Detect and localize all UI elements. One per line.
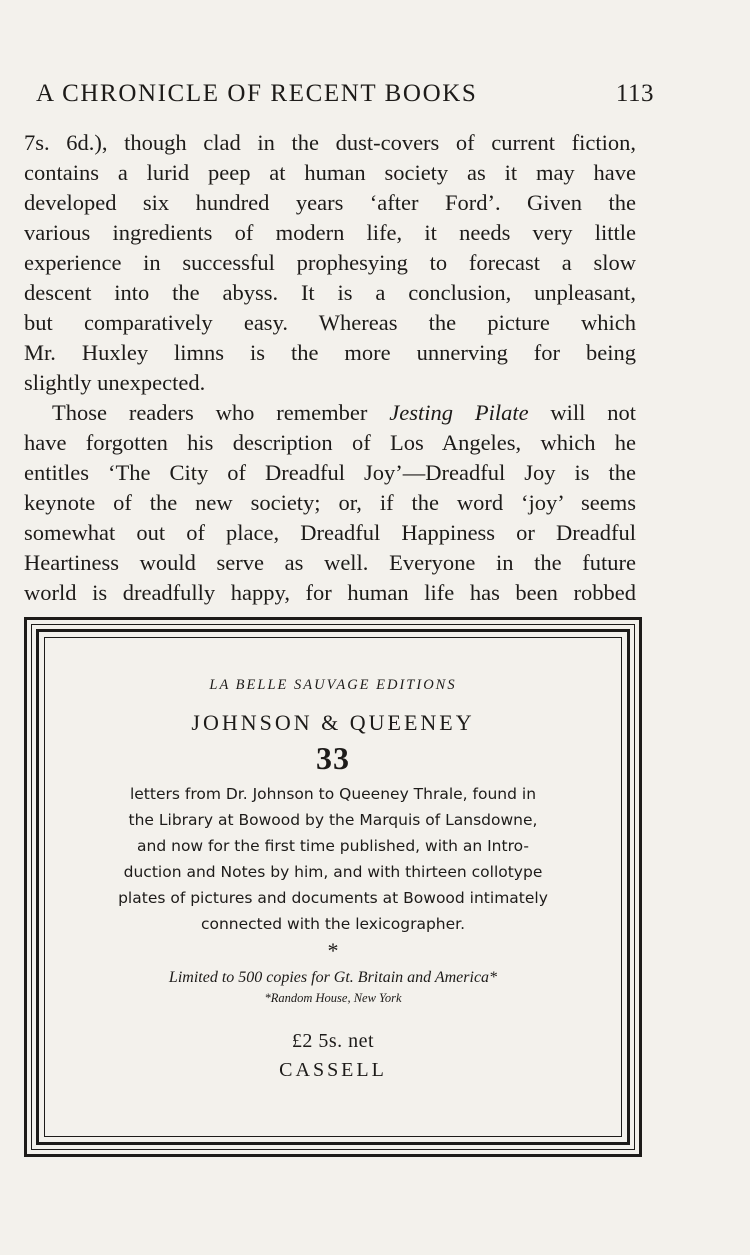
asterisk-divider: * bbox=[327, 938, 339, 963]
ad-description-line: plates of pictures and documents at Bowood intimately bbox=[118, 889, 548, 907]
ad-publisher: CASSELL bbox=[279, 1059, 387, 1081]
text-line: Mr. Huxley limns is the more unnerving for being bbox=[24, 340, 636, 365]
ad-footnote: *Random House, New York bbox=[264, 991, 402, 1005]
ad-description-line: letters from Dr. Johnson to Queeney Thrale, found in bbox=[129, 785, 537, 803]
ad-description-line: the Library at Bowood by the Marquis of Lansdowne, bbox=[128, 811, 538, 829]
ad-number: 33 bbox=[316, 740, 350, 776]
running-title: A CHRONICLE OF RECENT BOOKS bbox=[36, 80, 478, 107]
body-text bbox=[24, 128, 636, 608]
text-line: slightly unexpected. bbox=[24, 370, 206, 395]
ad-description-line: duction and Notes by him, and with thirteen collotype bbox=[123, 863, 543, 881]
text-line: Heartiness would serve as well. Everyone in the future bbox=[24, 550, 636, 575]
ad-series: LA BELLE SAUVAGE EDITIONS bbox=[209, 677, 457, 693]
text-line: have forgotten his description of Los Angeles, which he bbox=[24, 430, 636, 455]
ad-price: £2 5s. net bbox=[291, 1030, 375, 1052]
advertisement-content bbox=[54, 677, 612, 1082]
paragraph-1 bbox=[24, 128, 636, 398]
text-line: somewhat out of place, Dreadful Happiness or Dreadful bbox=[24, 520, 636, 545]
text-line bbox=[24, 398, 636, 428]
text-line: experience in successful prophesying to forecast a slow bbox=[24, 250, 636, 275]
text-run: Those readers who remember bbox=[52, 400, 390, 425]
text-line: contains a lurid peep at human society as it may have bbox=[24, 160, 636, 185]
advertisement-box bbox=[24, 617, 642, 1157]
text-line: world is dreadfully happy, for human life has been robbed bbox=[24, 580, 636, 605]
ad-title: JOHNSON & QUEENEY bbox=[191, 710, 475, 735]
ad-description-line: connected with the lexicographer. bbox=[200, 915, 466, 933]
text-line: various ingredients of modern life, it needs very little bbox=[24, 220, 636, 245]
text-line: developed six hundred years ‘after Ford’. Given the bbox=[24, 190, 636, 215]
ad-limited-edition: Limited to 500 copies for Gt. Britain and America* bbox=[168, 969, 498, 986]
running-header bbox=[36, 80, 654, 108]
text-run: will not bbox=[528, 400, 636, 425]
paragraph-2 bbox=[24, 398, 636, 608]
ad-description bbox=[54, 781, 612, 937]
text-line: but comparatively easy. Whereas the picture which bbox=[24, 310, 636, 335]
text-line: 7s. 6d.), though clad in the dust-covers of current fiction, bbox=[24, 130, 636, 155]
text-line: keynote of the new society; or, if the word ‘joy’ seems bbox=[24, 490, 636, 515]
text-line: entitles ‘The City of Dreadful Joy’—Dreadful Joy is the bbox=[24, 460, 636, 485]
ad-description-line: and now for the first time published, with an Intro- bbox=[137, 837, 529, 855]
page-number: 113 bbox=[615, 80, 654, 107]
text-line: descent into the abyss. It is a conclusion, unpleasant, bbox=[24, 280, 636, 305]
book-title-jesting-pilate: Jesting Pilate bbox=[389, 400, 529, 425]
